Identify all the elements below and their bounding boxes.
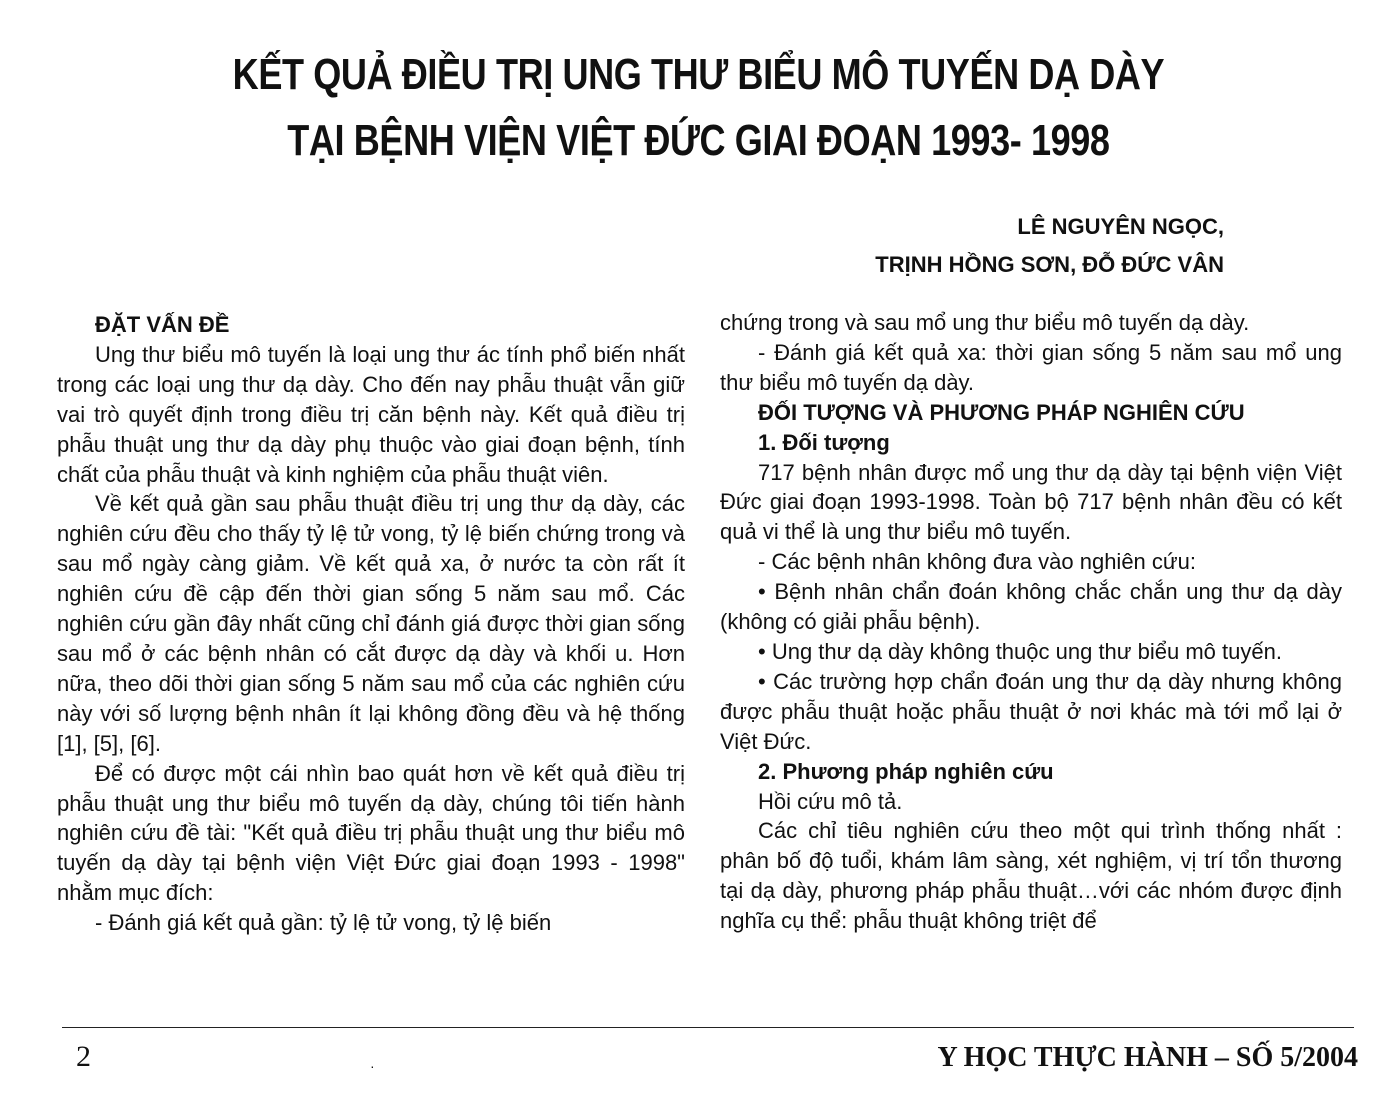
speck: · bbox=[370, 1058, 375, 1074]
bullet-item: • Ung thư dạ dày không thuộc ung thư biểu mô tuyến. bbox=[758, 638, 1282, 664]
section-heading-introduction: ĐẶT VẤN ĐỀ bbox=[95, 312, 230, 337]
right-column bbox=[720, 308, 1342, 936]
title-line-1: KẾT QUẢ ĐIỀU TRỊ UNG THƯ BIỂU MÔ TUYẾN DẠ DÀY bbox=[232, 50, 1165, 99]
paragraph: 717 bệnh nhân được mổ ung thư dạ dày tại bệnh viện Việt Đức giai đoạn 1993-1998. Toàn bộ 717 bệnh nhân đều có kết quả vi thể là ung thư biểu mô tuyến. bbox=[720, 459, 1342, 545]
paragraph: Để có được một cái nhìn bao quát hơn về kết quả điều trị phẫu thuật ung thư biểu mô tuyến dạ dày, chúng tôi tiến hành nghiên cứu đề tài: "Kết quả điều trị phẫu thuật ung thư biểu mô tuyến dạ dày tại bệnh viện Việt Đức giai đoạn 1993 - 1998" nhằm mục đích: bbox=[57, 760, 685, 906]
subheading-subjects: 1. Đối tượng bbox=[758, 429, 890, 455]
section-heading-methods: ĐỐI TƯỢNG VÀ PHƯƠNG PHÁP NGHIÊN CỨU bbox=[758, 399, 1245, 425]
authors-line-2: TRỊNH HỒNG SƠN, ĐỖ ĐỨC VÂN bbox=[875, 252, 1224, 277]
paragraph: - Đánh giá kết quả xa: thời gian sống 5 năm sau mổ ung thư biểu mô tuyến dạ dày. bbox=[720, 339, 1342, 395]
paragraph: Ung thư biểu mô tuyến là loại ung thư ác tính phổ biến nhất trong các loại ung thư dạ dày. Cho đến nay phẫu thuật vẫn giữ vai trò quyết định trong điều trị căn bệnh này. Kết quả điều trị phẫu thuật ung thư dạ dày phụ thuộc vào giai đoạn bệnh, tính chất của phẫu thuật và kinh nghiệm của phẫu thuật viên. bbox=[57, 341, 685, 487]
bullet-item: • Các trường hợp chẩn đoán ung thư dạ dày nhưng không được phẫu thuật hoặc phẫu thuật ở nơi khác mà tới mổ lại ở Việt Đức. bbox=[720, 668, 1342, 754]
paragraph: - Các bệnh nhân không đưa vào nghiên cứu: bbox=[758, 549, 1196, 575]
authors bbox=[875, 208, 1224, 284]
paragraph: Các chỉ tiêu nghiên cứu theo một qui trình thống nhất : phân bố độ tuổi, khám lâm sàng, xét nghiệm, vị trí tổn thương tại dạ dày, phương pháp phẫu thuật…với các nhóm được định nghĩa cụ thể: phẫu thuật không triệt để bbox=[720, 818, 1342, 934]
title-line-2: TẠI BỆNH VIỆN VIỆT ĐỨC GIAI ĐOẠN 1993- 1998 bbox=[287, 116, 1110, 165]
page-number: 2 bbox=[76, 1040, 91, 1073]
journal-footer: Y HỌC THỰC HÀNH – SỐ 5/2004 bbox=[937, 1042, 1358, 1073]
authors-line-1: LÊ NGUYÊN NGỌC, bbox=[1017, 214, 1224, 239]
paragraph: - Đánh giá kết quả gần: tỷ lệ tử vong, tỷ lệ biến bbox=[95, 910, 552, 936]
bullet-item: • Bệnh nhân chẩn đoán không chắc chắn ung thư dạ dày (không có giải phẫu bệnh). bbox=[720, 579, 1342, 635]
left-column bbox=[57, 310, 685, 938]
paragraph: chứng trong và sau mổ ung thư biểu mô tuyến dạ dày. bbox=[720, 310, 1250, 335]
article-title bbox=[127, 42, 1270, 174]
paragraph: Về kết quả gần sau phẫu thuật điều trị ung thư dạ dày, các nghiên cứu đều cho thấy tỷ lệ tử vong, tỷ lệ biến chứng trong và sau mổ ngày càng giảm. Về kết quả xa, ở nước ta còn rất ít nghiên cứu đề cập đến thời gian sống 5 năm sau mổ. Các nghiên cứu gần đây nhất cũng chỉ đánh giá được thời gian sống sau mổ ở các bệnh nhân có cắt được dạ dày và khối u. Hơn nữa, theo dõi thời gian sống 5 năm sau mổ của các nghiên cứu này với số lượng bệnh nhân ít lại không đồng đều và hệ thống [1], [5], [6]. bbox=[57, 491, 685, 756]
paragraph: Hồi cứu mô tả. bbox=[758, 788, 903, 814]
footer-rule bbox=[62, 1027, 1354, 1028]
subheading-methods: 2. Phương pháp nghiên cứu bbox=[758, 758, 1054, 784]
